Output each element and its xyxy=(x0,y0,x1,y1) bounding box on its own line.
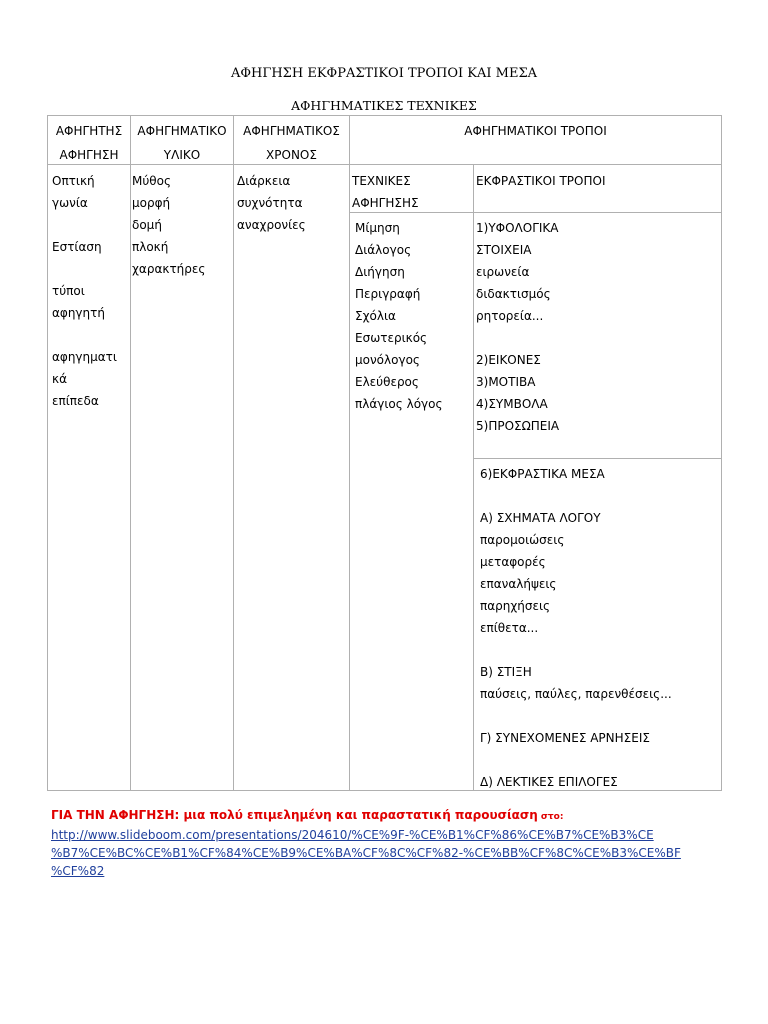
table-border-top xyxy=(47,115,722,116)
presentation-link-line1[interactable]: http://www.slideboom.com/presentations/204610/%CE%9F-%CE%B1%CF%86%CE%B7%CE%B3%CE xyxy=(51,828,654,842)
header-narrator-line2: ΑΦΗΓΗΣΗ xyxy=(59,148,119,162)
narrator-cell: Οπτική γωνία Εστίαση τύποι αφηγητή αφηγηματι κά επίπεδα xyxy=(52,174,117,408)
expressive-modes-cell: 1)ΥΦΟΛΟΓΙΚΑ ΣΤΟΙΧΕΙΑ ειρωνεία διδακτισμός ρητορεία... 2)ΕΙΚΟΝΕΣ 3)ΜΟΤΙΒΑ 4)ΣΥΜΒΟΛΑ 5)ΠΡΟΣΩΠΕΙΑ xyxy=(476,221,560,433)
col-divider-2 xyxy=(233,115,234,791)
header-narrator xyxy=(47,119,131,167)
presentation-link-line3[interactable]: %CF%82 xyxy=(51,864,105,878)
time-cell: Διάρκεια συχνότητα αναχρονίες xyxy=(237,174,306,232)
presentation-link-line2[interactable]: %B7%CE%BC%CE%B1%CF%84%CE%B9%CE%BA%CF%8C%CF%82-%CE%BB%CF%8C%CE%B3%CE%BF xyxy=(51,846,681,860)
expressive-means-cell: 6)ΕΚΦΡΑΣΤΙΚΑ ΜΕΣΑ Α) ΣΧΗΜΑΤΑ ΛΟΓΟΥ παρομοιώσεις μεταφορές επαναλήψεις παρηχήσεις επίθετα... Β) ΣΤΙΞΗ παύσεις, παύλες, παρενθέσεις... Γ) ΣΥΝΕΧΟΜΕΝΕΣ ΑΡΝΗΣΕΙΣ Δ) ΛΕΚΤΙΚΕΣ ΕΠΙΛΟΓΕΣ xyxy=(480,467,672,789)
header-material-line2: ΥΛΙΚΟ xyxy=(163,148,201,162)
subheader-techniques: ΤΕΧΝΙΚΕΣ ΑΦΗΓΗΣΗΣ xyxy=(352,174,419,210)
header-material xyxy=(130,119,234,167)
presentation-note xyxy=(51,808,563,822)
document-title: ΑΦΗΓΗΣΗ ΕΚΦΡΑΣΤΙΚΟΙ ΤΡΟΠΟΙ ΚΑΙ ΜΕΣΑ xyxy=(230,66,538,81)
header-material-line1: ΑΦΗΓΗΜΑΤΙΚΟ xyxy=(137,124,227,138)
col-divider-3 xyxy=(349,115,350,791)
header-narrator-line1: ΑΦΗΓΗΤΗΣ xyxy=(55,124,123,138)
techniques-cell: Μίμηση Διάλογος Διήγηση Περιγραφή Σχόλια Εσωτερικός μονόλογος Ελεύθερος πλάγιος λόγος xyxy=(355,221,443,411)
expressive-means-divider xyxy=(473,458,722,459)
subheader-expressive-modes: ΕΚΦΡΑΣΤΙΚΟΙ ΤΡΟΠΟΙ xyxy=(476,174,606,188)
document-subtitle: ΑΦΗΓΗΜΑΤΙΚΕΣ ΤΕΧΝΙΚΕΣ xyxy=(291,98,477,113)
table-border-left xyxy=(47,115,48,791)
header-modes: ΑΦΗΓΗΜΑΤΙΚΟΙ ΤΡΟΠΟΙ xyxy=(464,124,607,138)
col-divider-4 xyxy=(473,164,474,791)
presentation-note-suffix: στο: xyxy=(537,812,564,822)
header-time-line1: ΑΦΗΓΗΜΑΤΙΚΟΣ xyxy=(243,124,340,138)
header-time xyxy=(233,119,350,167)
header-time-line2: ΧΡΟΝΟΣ xyxy=(266,148,317,162)
presentation-note-text: ΓΙΑ ΤΗΝ ΑΦΗΓΗΣΗ: μια πολύ επιμελημένη και παραστατική παρουσίαση xyxy=(51,808,538,822)
col-divider-1 xyxy=(130,115,131,791)
material-cell: Μύθος μορφή δομή πλοκή χαρακτήρες xyxy=(132,174,206,276)
table-border-right xyxy=(721,115,722,791)
